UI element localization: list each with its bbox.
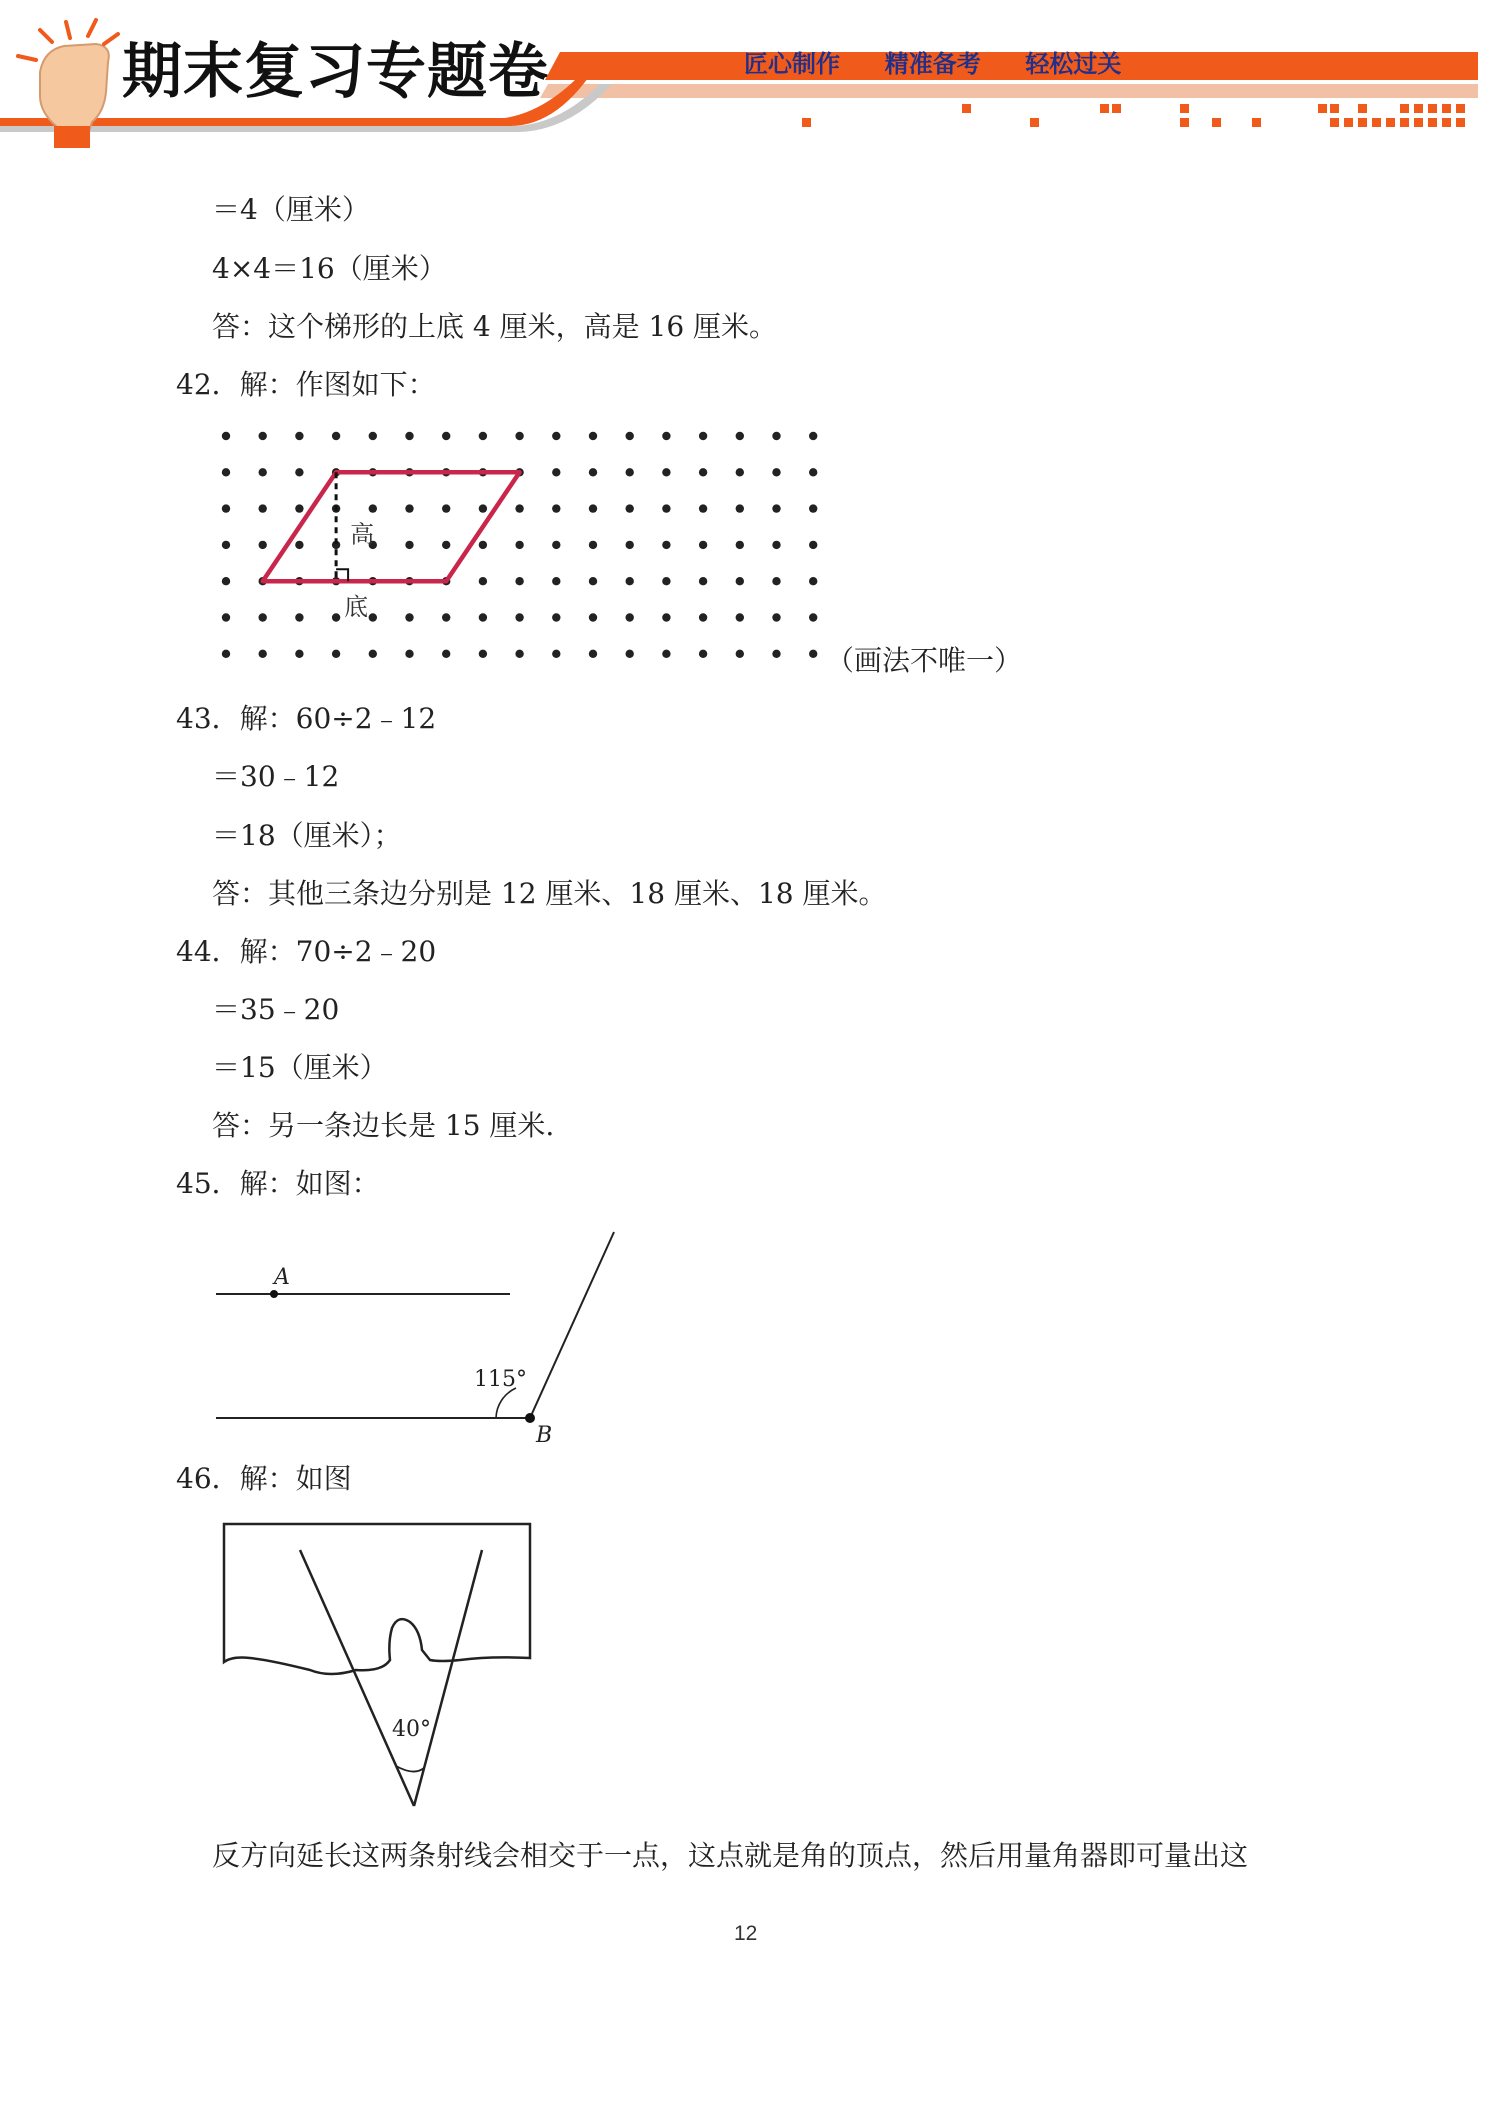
question-46-heading: 46．解：如图 (176, 1462, 352, 1495)
grid-dot (626, 432, 634, 440)
grid-dot (736, 613, 744, 621)
question-44-step-2: ＝35﹣20 (212, 993, 340, 1026)
grid-dot (662, 541, 670, 549)
grid-dot (589, 541, 597, 549)
grid-dot (222, 613, 230, 621)
point-b-dot (525, 1413, 535, 1423)
label-base: 底 (344, 593, 369, 622)
grid-dot (699, 541, 707, 549)
grid-dot (736, 468, 744, 476)
figure-42-dot-grid (200, 420, 1260, 660)
figure-45-parallel-lines (200, 1220, 660, 1450)
grid-dot (589, 613, 597, 621)
grid-dot (369, 504, 377, 512)
grid-dot (222, 504, 230, 512)
grid-dot (662, 613, 670, 621)
grid-dot (332, 432, 340, 440)
grid-dot (222, 541, 230, 549)
grid-dot (515, 504, 523, 512)
answer-line-3: 答：这个梯形的上底 4 厘米，高是 16 厘米。 (212, 310, 778, 343)
grid-dot (222, 468, 230, 476)
grid-dot (772, 541, 780, 549)
grid-dot (552, 504, 560, 512)
page-header (0, 0, 1488, 150)
header-slogan: 匠心制作 精准备考 轻松过关 (744, 50, 1122, 78)
question-44-answer: 答：另一条边长是 15 厘米. (212, 1109, 555, 1142)
grid-dot (809, 468, 817, 476)
grid-dot (479, 577, 487, 585)
grid-dot (626, 468, 634, 476)
grid-dot (369, 613, 377, 621)
grid-dot (662, 432, 670, 440)
grid-dot (736, 650, 744, 658)
grid-dot (405, 504, 413, 512)
grid-dot (589, 577, 597, 585)
ray-from-b (530, 1232, 614, 1418)
grid-dot (405, 613, 413, 621)
grid-dot (589, 432, 597, 440)
grid-dot (479, 613, 487, 621)
grid-dot (772, 650, 780, 658)
grid-dot (589, 504, 597, 512)
question-43-heading: 43．解：60÷2﹣12 (176, 702, 437, 735)
grid-dot (222, 432, 230, 440)
grid-dot (479, 504, 487, 512)
grid-dot (809, 432, 817, 440)
grid-dot (552, 650, 560, 658)
label-height: 高 (350, 520, 375, 549)
grid-dot (772, 468, 780, 476)
grid-dot (259, 504, 267, 512)
question-45-heading: 45．解：如图： (176, 1167, 380, 1200)
grid-dot (699, 504, 707, 512)
grid-dot (259, 613, 267, 621)
figure-46-torn-angle (210, 1510, 550, 1830)
grid-dot (736, 541, 744, 549)
grid-dot (772, 504, 780, 512)
grid-dot (809, 541, 817, 549)
grid-dot (515, 577, 523, 585)
angle-arc-40 (396, 1766, 424, 1772)
grid-dot (479, 541, 487, 549)
grid-dot (405, 650, 413, 658)
grid-dot (552, 468, 560, 476)
grid-dot (809, 650, 817, 658)
grid-dot (662, 577, 670, 585)
grid-dot (332, 650, 340, 658)
grid-dot (295, 650, 303, 658)
grid-dot (405, 432, 413, 440)
grid-dot (222, 650, 230, 658)
grid-dot (515, 650, 523, 658)
grid-dot (626, 577, 634, 585)
question-43-answer: 答：其他三条边分别是 12 厘米、18 厘米、18 厘米。 (212, 877, 887, 910)
grid-dot (626, 613, 634, 621)
grid-dot (332, 613, 340, 621)
grid-dot (295, 432, 303, 440)
grid-dot (222, 577, 230, 585)
grid-dot (736, 432, 744, 440)
figure-42-note: （画法不唯一） (826, 644, 1023, 677)
grid-dot (552, 577, 560, 585)
parallelogram (263, 472, 520, 581)
grid-dot (626, 650, 634, 658)
question-43-step-2: ＝30﹣12 (212, 760, 340, 793)
grid-dot (259, 650, 267, 658)
grid-dot (626, 504, 634, 512)
grid-dot (515, 541, 523, 549)
grid-dot (442, 650, 450, 658)
grid-dot (699, 468, 707, 476)
grid-dot (662, 650, 670, 658)
grid-dot (589, 468, 597, 476)
grid-dot (442, 541, 450, 549)
question-46-explanation: 反方向延长这两条射线会相交于一点，这点就是角的顶点，然后用量角器即可量出这 (212, 1839, 1249, 1872)
question-44-step-3: ＝15（厘米） (212, 1051, 388, 1084)
grid-dot (552, 613, 560, 621)
grid-dot (809, 504, 817, 512)
grid-dot (699, 650, 707, 658)
torn-paper-outline (224, 1524, 530, 1674)
header-title: 期末复习专题卷 (122, 37, 549, 107)
grid-dot (479, 432, 487, 440)
grid-dot (295, 541, 303, 549)
label-angle-40: 40° (392, 1717, 431, 1742)
grid-dot (772, 613, 780, 621)
grid-dot (699, 432, 707, 440)
grid-dot (295, 468, 303, 476)
grid-dot (259, 541, 267, 549)
grid-dot (736, 504, 744, 512)
question-44-heading: 44．解：70÷2﹣20 (176, 935, 437, 968)
grid-dot (662, 504, 670, 512)
label-point-b: B (536, 1423, 553, 1448)
point-a-dot (270, 1290, 278, 1298)
grid-dot (405, 541, 413, 549)
grid-dot (772, 432, 780, 440)
grid-dot (699, 577, 707, 585)
answer-line-1: ＝4（厘米） (212, 193, 370, 226)
grid-dot (809, 577, 817, 585)
grid-dot (552, 541, 560, 549)
grid-dot (479, 650, 487, 658)
grid-dot (552, 432, 560, 440)
question-42-heading: 42．解：作图如下： (176, 368, 436, 401)
grid-dot (772, 577, 780, 585)
grid-dot (295, 504, 303, 512)
grid-dot (515, 432, 523, 440)
grid-dot (736, 577, 744, 585)
label-angle-115: 115° (474, 1367, 527, 1392)
grid-dot (442, 432, 450, 440)
grid-dot (259, 432, 267, 440)
angle-arc-115 (496, 1388, 516, 1418)
grid-dot (809, 613, 817, 621)
grid-dot (626, 541, 634, 549)
grid-dot (699, 613, 707, 621)
grid-dot (369, 432, 377, 440)
question-43-step-3: ＝18（厘米）； (212, 819, 402, 852)
label-point-a: A (274, 1265, 290, 1290)
grid-dot (442, 613, 450, 621)
grid-dot (589, 650, 597, 658)
grid-dot (295, 613, 303, 621)
grid-dot (442, 504, 450, 512)
grid-dot (662, 468, 670, 476)
answer-line-2: 4×4＝16（厘米） (212, 252, 447, 285)
page-number: 12 (734, 1922, 758, 1945)
grid-dot (369, 650, 377, 658)
grid-dot (515, 613, 523, 621)
grid-dot (259, 468, 267, 476)
